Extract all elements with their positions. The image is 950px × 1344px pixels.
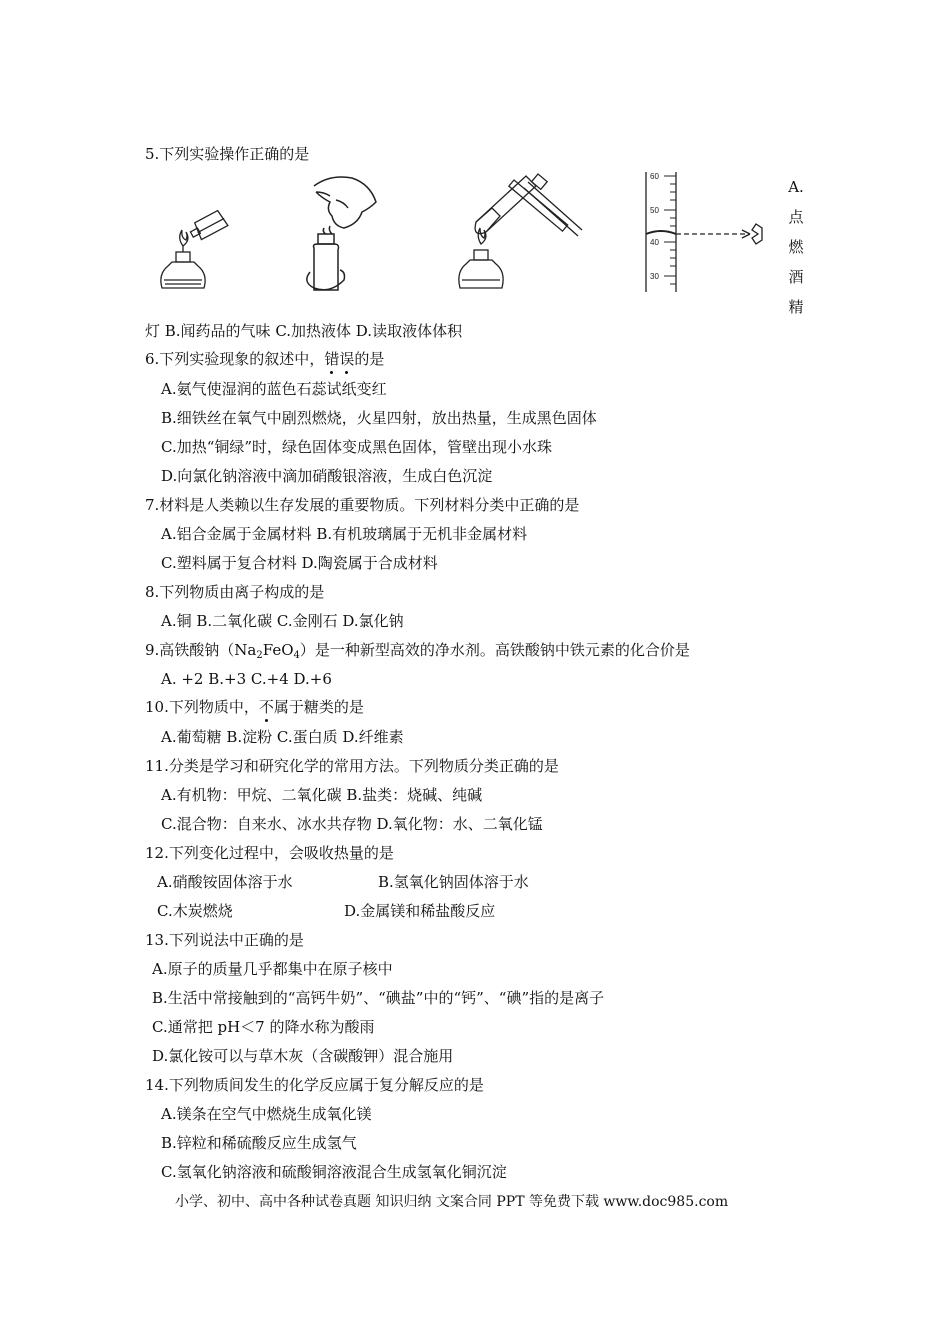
q6-option-b: B.细铁丝在氧气中剧烈燃烧，火星四射，放出热量，生成黑色固体 — [161, 409, 597, 427]
q10-stem: 10.下列物质中，不属于糖类的是 — [145, 698, 364, 716]
q7-options-ab: A.铝合金属于金属材料 B.有机玻璃属于无机非金属材料 — [161, 525, 528, 543]
cylinder-tick-40: 40 — [650, 238, 659, 247]
q8-stem: 8.下列物质由离子构成的是 — [145, 583, 325, 601]
q13-option-d: D.氯化铵可以与草木灰（含碳酸钾）混合施用 — [152, 1047, 454, 1065]
graduated-cylinder-figure — [638, 168, 768, 298]
q8-options: A.铜 B.二氧化碳 C.金刚石 D.氯化钠 — [161, 612, 404, 630]
q6-option-a: A.氨气使湿润的蓝色石蕊试纸变红 — [161, 380, 387, 398]
q12-option-c: C.木炭燃烧 — [157, 902, 233, 920]
q13-option-a: A.原子的质量几乎都集中在原子核中 — [152, 960, 393, 978]
q10-options: A.葡萄糖 B.淀粉 C.蛋白质 D.纤维素 — [161, 728, 404, 746]
q6-option-d: D.向氯化钠溶液中滴加硝酸银溶液，生成白色沉淀 — [161, 467, 493, 485]
q14-option-c: C.氢氧化钠溶液和硫酸铜溶液混合生成氢氧化铜沉淀 — [161, 1163, 507, 1181]
q9-options: A. +2 B.+3 C.+4 D.+6 — [161, 670, 332, 688]
q5-figures — [140, 168, 780, 298]
cylinder-tick-30: 30 — [650, 272, 659, 281]
cylinder-tick-60: 60 — [650, 172, 659, 181]
page-footer: 小学、初中、高中各种试卷真题 知识归纳 文案合同 PPT 等免费下载 www.doc985.com — [175, 1194, 729, 1210]
q5-stem: 5.下列实验操作正确的是 — [145, 145, 310, 163]
alcohol-lamp-lighting-figure — [150, 196, 230, 296]
q11-options-cd: C.混合物：自来水、冰水共存物 D.氧化物：水、二氧化锰 — [161, 815, 543, 833]
cylinder-tick-50: 50 — [650, 206, 659, 215]
q14-option-b: B.锌粒和稀硫酸反应生成氢气 — [161, 1134, 357, 1152]
q5-option-a-label: A. — [788, 178, 804, 196]
q14-option-a: A.镁条在空气中燃烧生成氧化镁 — [161, 1105, 372, 1123]
heating-liquid-figure — [456, 172, 596, 296]
q11-stem: 11.分类是学习和研究化学的常用方法。下列物质分类正确的是 — [145, 757, 559, 775]
q9-stem: 9.高铁酸钠$(Na_2FeO_4)$是一种新型高效的净水剂。高铁酸钠中铁元素的化合价是 — [145, 641, 690, 661]
q6-stem: 6.下列实验现象的叙述中，错误的是 — [145, 350, 385, 368]
q5-options-row: 灯 B.闻药品的气味 C.加热液体 D.读取液体体积 — [145, 322, 463, 340]
q12-option-d: D.金属镁和稀盐酸反应 — [344, 902, 496, 920]
q11-options-ab: A.有机物：甲烷、二氧化碳 B.盐类：烧碱、纯碱 — [161, 786, 483, 804]
q13-stem: 13.下列说法中正确的是 — [145, 931, 304, 949]
smelling-chemical-figure — [300, 172, 380, 296]
q12-option-a: A.硝酸铵固体溶于水 — [157, 873, 293, 891]
q14-stem: 14.下列物质间发生的化学反应属于复分解反应的是 — [145, 1076, 484, 1094]
q5-option-a-vertical: A. 点 燃 酒 精 — [788, 172, 804, 322]
q13-option-c: C.通常把 pH＜7 的降水称为酸雨 — [152, 1018, 375, 1036]
q6-option-c: C.加热“铜绿”时，绿色固体变成黑色固体，管壁出现小水珠 — [161, 438, 553, 456]
q12-stem: 12.下列变化过程中，会吸收热量的是 — [145, 844, 394, 862]
q13-option-b: B.生活中常接触到的“高钙牛奶”、“碘盐”中的“钙”、“碘”指的是离子 — [152, 989, 605, 1007]
q7-options-cd: C.塑料属于复合材料 D.陶瓷属于合成材料 — [161, 554, 438, 572]
q7-stem: 7.材料是人类赖以生存发展的重要物质。下列材料分类中正确的是 — [145, 496, 580, 514]
q12-option-b: B.氢氧化钠固体溶于水 — [378, 873, 529, 891]
